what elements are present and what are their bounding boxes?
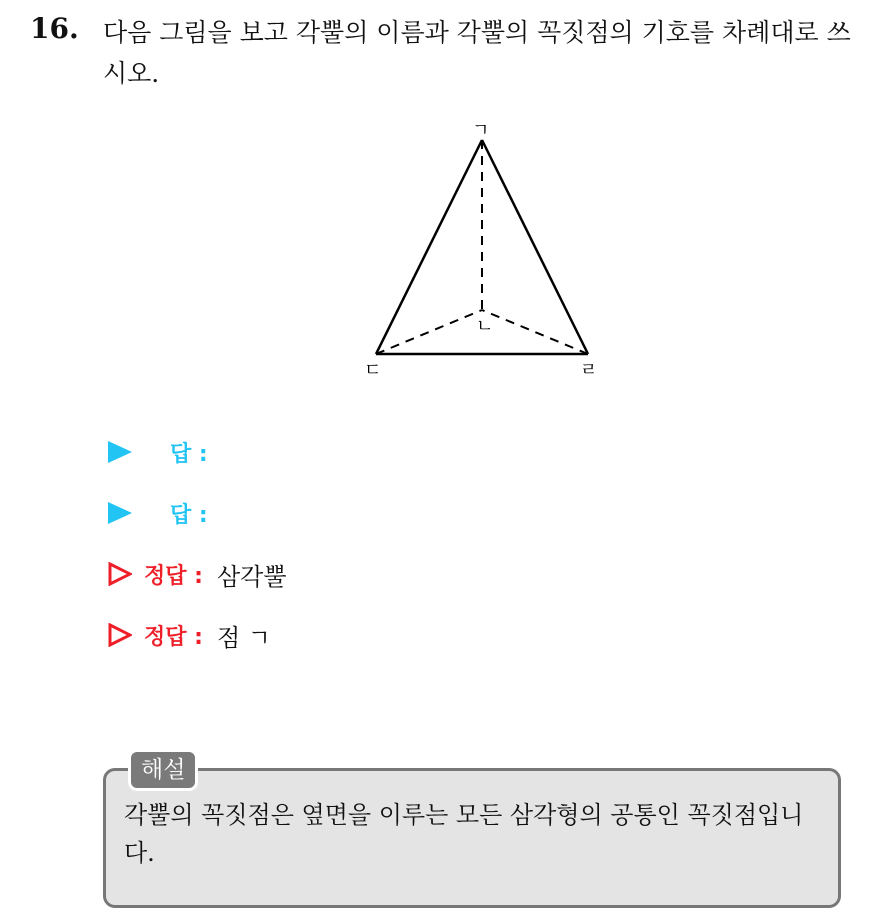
answer-row-2[interactable] [108,493,208,533]
edge-top-left [376,140,482,354]
question-text: 다음 그림을 보고 각뿔의 이름과 각뿔의 꼭짓점의 기호를 차례대로 쓰시오. [103,18,851,88]
vertex-label-top: ㄱ [472,120,490,141]
answer-row-1[interactable] [108,432,208,472]
hidden-edge-left-back [376,310,482,354]
triangular-pyramid-diagram [360,118,620,383]
solution-label: 정답 : [144,624,203,650]
explanation-text: 각뿔의 꼭짓점은 옆면을 이루는 모든 삼각형의 공통인 꼭짓점입니다. [124,801,804,867]
question-number: 16. [30,12,79,45]
solution-label: 정답 : [144,563,203,589]
vertex-label-right: ㄹ [580,360,598,381]
pyramid-figure [360,118,620,383]
edge-top-right [482,140,588,354]
outline-triangle-icon [108,623,132,647]
answer-label: 답 : [170,502,208,528]
hidden-edge-right-back [482,310,588,354]
solution-row-1 [108,554,287,594]
answer-label: 답 : [170,441,208,467]
explanation-tag: 해설 [128,749,198,791]
play-triangle-icon [108,441,132,463]
solution-row-2 [108,615,271,655]
vertex-label-left: ㄷ [364,360,382,381]
solution-value: 삼각뿔 [216,562,287,591]
solution-value: 점 ㄱ [216,623,271,652]
play-triangle-icon [108,502,132,524]
vertex-label-back: ㄴ [476,316,494,337]
outline-triangle-icon [108,562,132,586]
